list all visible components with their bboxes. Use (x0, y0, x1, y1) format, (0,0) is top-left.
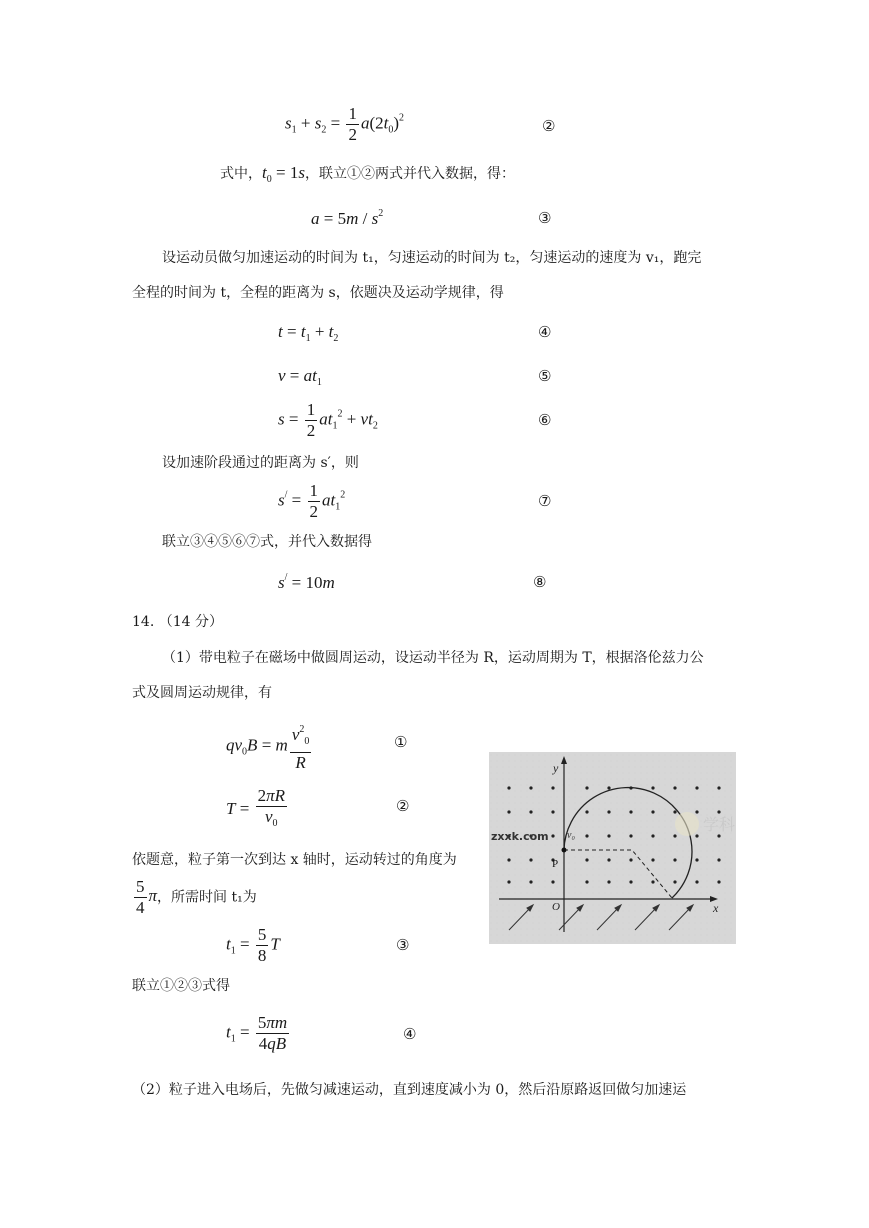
field-dot (651, 786, 654, 789)
paragraph-line: 式及圆周运动规律，有 (132, 685, 272, 701)
equation-s1-s2: $s_1 + s_2$ = $\frac{1}{2}$ $a(2t_0)^2$ (285, 104, 405, 144)
paragraph-line: 联立③④⑤⑥⑦式，并代入数据得 (162, 534, 372, 550)
field-dot (607, 810, 610, 813)
field-dot (673, 834, 676, 837)
equation-number: ⑤ (538, 367, 552, 385)
field-dot (507, 810, 510, 813)
equation-velocity: $v = at_1$ (278, 366, 322, 388)
text-line: 式中，$t_0 = 1s$，联立①②两式并代入数据，得： (220, 163, 515, 185)
y-axis-label: y (553, 761, 559, 775)
equation-number: ② (396, 797, 410, 815)
origin-label: O (552, 901, 560, 913)
field-dot (607, 880, 610, 883)
field-dot (651, 834, 654, 837)
paragraph-line: 设加速阶段通过的距离为 s′，则 (162, 455, 359, 471)
paragraph-line: （1）带电粒子在磁场中做圆周运动，设运动半径为 R，运动周期为 T，根据洛伦兹力公 (162, 650, 704, 666)
equation-result: s/ = 10m (278, 572, 335, 592)
equation-period: T = $\frac{2\pi R}{v_0}$ (226, 786, 285, 829)
equation-number: ④ (538, 323, 552, 341)
field-dot (585, 858, 588, 861)
field-dot (529, 858, 532, 861)
field-dot (551, 810, 554, 813)
equation-distance: s = $\frac{1}{2}$ $at_1^2 + vt_2$ (278, 400, 378, 440)
equation-t1: $t_1$ = $\frac{5}{8}$ T (226, 925, 280, 965)
equation-number: ② (542, 117, 556, 135)
question-heading: 14. （14 分） (132, 614, 223, 630)
paragraph-line: （2）粒子进入电场后，先做匀减速运动，直到速度减小为 0，然后沿原路返回做匀加速运 (132, 1082, 687, 1098)
field-dot (585, 786, 588, 789)
equation-number: ③ (396, 936, 410, 954)
field-dot (651, 810, 654, 813)
field-dot (529, 810, 532, 813)
paragraph-line: 联立①②③式得 (132, 978, 230, 994)
field-dot (629, 834, 632, 837)
field-dot (585, 834, 588, 837)
field-dot (507, 858, 510, 861)
field-dot (673, 810, 676, 813)
field-dot (695, 834, 698, 837)
watermark-text: zxxk.com (491, 830, 549, 843)
field-dot (717, 786, 720, 789)
point-p (562, 848, 567, 853)
field-dot (717, 834, 720, 837)
field-dot (629, 858, 632, 861)
field-dot (695, 786, 698, 789)
field-dot (551, 786, 554, 789)
equation-number: ④ (403, 1025, 417, 1043)
equation-accel-distance: s/ = $\frac{1}{2}$ $at_1^2$ (278, 481, 346, 521)
paragraph-line: 全程的时间为 t，全程的距离为 s，依题决及运动学规律，得 (132, 285, 504, 301)
field-dot (629, 880, 632, 883)
v0-label: v₀ (567, 830, 575, 841)
field-dot (717, 858, 720, 861)
field-dot (607, 858, 610, 861)
equation-number: ⑦ (538, 492, 552, 510)
equation-number: ① (394, 733, 408, 751)
equation-number: ③ (538, 209, 552, 227)
equation-number: ⑧ (533, 573, 547, 591)
field-dot (529, 786, 532, 789)
equation-t1-result: $t_1$ = $\frac{5\pi m}{4qB}$ (226, 1013, 288, 1053)
field-dot (507, 880, 510, 883)
field-dot (673, 880, 676, 883)
field-dot (717, 810, 720, 813)
magnetic-field-figure (489, 752, 736, 944)
field-diagram-svg (489, 752, 736, 944)
x-axis-label: x (713, 901, 719, 915)
field-dot (585, 880, 588, 883)
field-dot (551, 834, 554, 837)
equation-acceleration: $a = 5m / s^2$ (311, 208, 384, 228)
field-dot (651, 880, 654, 883)
point-p-label: P (552, 858, 559, 870)
field-dot (695, 810, 698, 813)
paragraph-line: 设运动员做匀加速运动的时间为 t₁，匀速运动的时间为 t₂，匀速运动的速度为 v₁，跑完 (162, 250, 702, 266)
field-dot (673, 786, 676, 789)
field-dot (651, 858, 654, 861)
equation-total-time: $t = t_1 + t_2$ (278, 322, 339, 344)
field-dot (507, 786, 510, 789)
angle-line: $\frac{5}{4}$ π，所需时间 t₁为 (136, 877, 257, 917)
logo-text: 学科 (703, 815, 736, 834)
equation-lorentz: $qv_0B = m$ $\frac{v^2_0}{R}$ (226, 720, 313, 773)
field-dot (607, 834, 610, 837)
field-dot (607, 786, 610, 789)
field-dot (551, 880, 554, 883)
field-dot (695, 858, 698, 861)
field-dot (673, 858, 676, 861)
paragraph-line: 依题意，粒子第一次到达 x 轴时，运动转过的角度为 (132, 852, 457, 868)
logo-mark (675, 812, 699, 836)
field-dot (717, 880, 720, 883)
field-dot (629, 810, 632, 813)
equation-number: ⑥ (538, 411, 552, 429)
field-dot (529, 880, 532, 883)
field-dot (585, 810, 588, 813)
field-dot (695, 880, 698, 883)
